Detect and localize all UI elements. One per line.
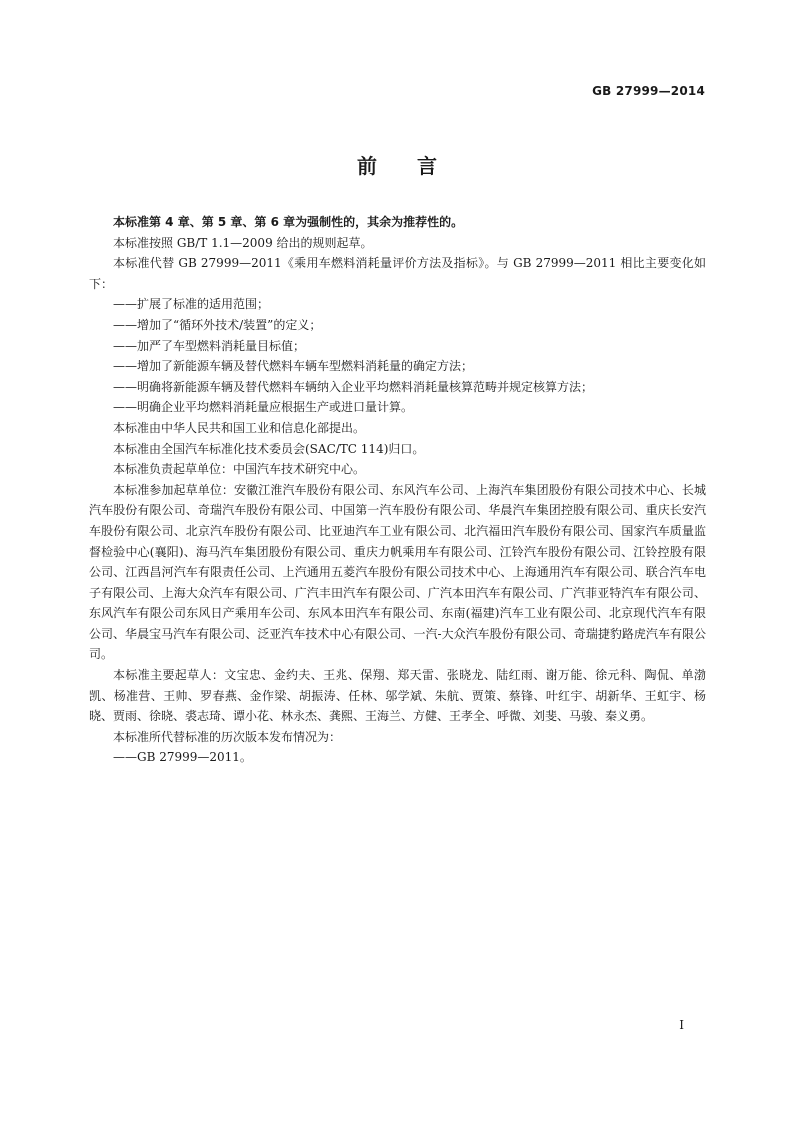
foreword-body	[89, 212, 706, 768]
paragraph-main-drafters: 本标准主要起草人：文宝忠、金约夫、王兆、保翔、郑天雷、张晓龙、陆红雨、谢万能、徐元科、陶侃、单渤凯、杨准营、王帅、罗春燕、金作梁、胡振涛、任林、邬学斌、朱航、贾策、蔡锋、叶红宇、胡新华、王虹宇、杨晓、贾雨、徐晓、裘志琦、谭小花、林永杰、龚熙、王海兰、方健、王孝全、呼微、刘斐、马骏、秦义勇。	[89, 668, 706, 724]
change-item: ——增加了“循环外技术/装置”的定义；	[113, 317, 322, 332]
paragraph-history-intro: 本标准所代替标准的历次版本发布情况为：	[113, 729, 342, 744]
page-title: 前 言	[357, 154, 437, 178]
standard-code: GB 27999—2014	[592, 84, 705, 98]
change-item: ——明确企业平均燃料消耗量应根据生产或进口量计算。	[113, 400, 414, 415]
change-item: ——扩展了标准的适用范围；	[113, 297, 270, 312]
paragraph-mandatory-clauses: 本标准第 4 章、第 5 章、第 6 章为强制性的，其余为推荐性的。	[113, 215, 464, 229]
page-number: I	[679, 1018, 684, 1032]
paragraph-participating-units: 本标准参加起草单位：安徽江淮汽车股份有限公司、东风汽车公司、上海汽车集团股份有限公司技术中心、长城汽车股份有限公司、奇瑞汽车股份有限公司、中国第一汽车股份有限公司、华晨汽车集团控股有限公司、重庆长安汽车股份有限公司、北京汽车股份有限公司、比亚迪汽车工业有限公司、北汽福田汽车股份有限公司、国家汽车质量监督检验中心(襄阳)、海马汽车集团股份有限公司、重庆力帆乘用车有限公司、江铃汽车股份有限公司、江铃控股有限公司、江西昌河汽车有限责任公司、上汽通用五菱汽车股份有限公司技术中心、上海通用汽车有限公司、联合汽车电子有限公司、上海大众汽车有限公司、广汽丰田汽车有限公司、广汽本田汽车有限公司、广汽菲亚特汽车有限公司、东风汽车有限公司东风日产乘用车公司、东风本田汽车有限公司、东南(福建)汽车工业有限公司、北京现代汽车有限公司、华晨宝马汽车有限公司、泛亚汽车技术中心有限公司、一汽-大众汽车股份有限公司、奇瑞捷豹路虎汽车有限公司。	[89, 482, 706, 662]
paragraph-replacement: 本标准代替 GB 27999—2011《乘用车燃料消耗量评价方法及指标》。与 GB 27999—2011 相比主要变化如下：	[89, 256, 706, 291]
paragraph-lead-drafter: 本标准负责起草单位：中国汽车技术研究中心。	[113, 462, 366, 477]
change-item: ——加严了车型燃料消耗量目标值；	[113, 338, 306, 353]
history-item: ——GB 27999—2011。	[113, 750, 252, 765]
paragraph-proposed-by: 本标准由中华人民共和国工业和信息化部提出。	[113, 420, 366, 435]
change-item: ——增加了新能源车辆及替代燃料车辆车型燃料消耗量的确定方法；	[113, 359, 474, 374]
change-item: ——明确将新能源车辆及替代燃料车辆纳入企业平均燃料消耗量核算范畴并规定核算方法；	[113, 379, 594, 394]
paragraph-drafting-rules: 本标准按照 GB/T 1.1—2009 给出的规则起草。	[113, 235, 373, 250]
paragraph-governed-by: 本标准由全国汽车标准化技术委员会(SAC/TC 114)归口。	[113, 441, 425, 456]
